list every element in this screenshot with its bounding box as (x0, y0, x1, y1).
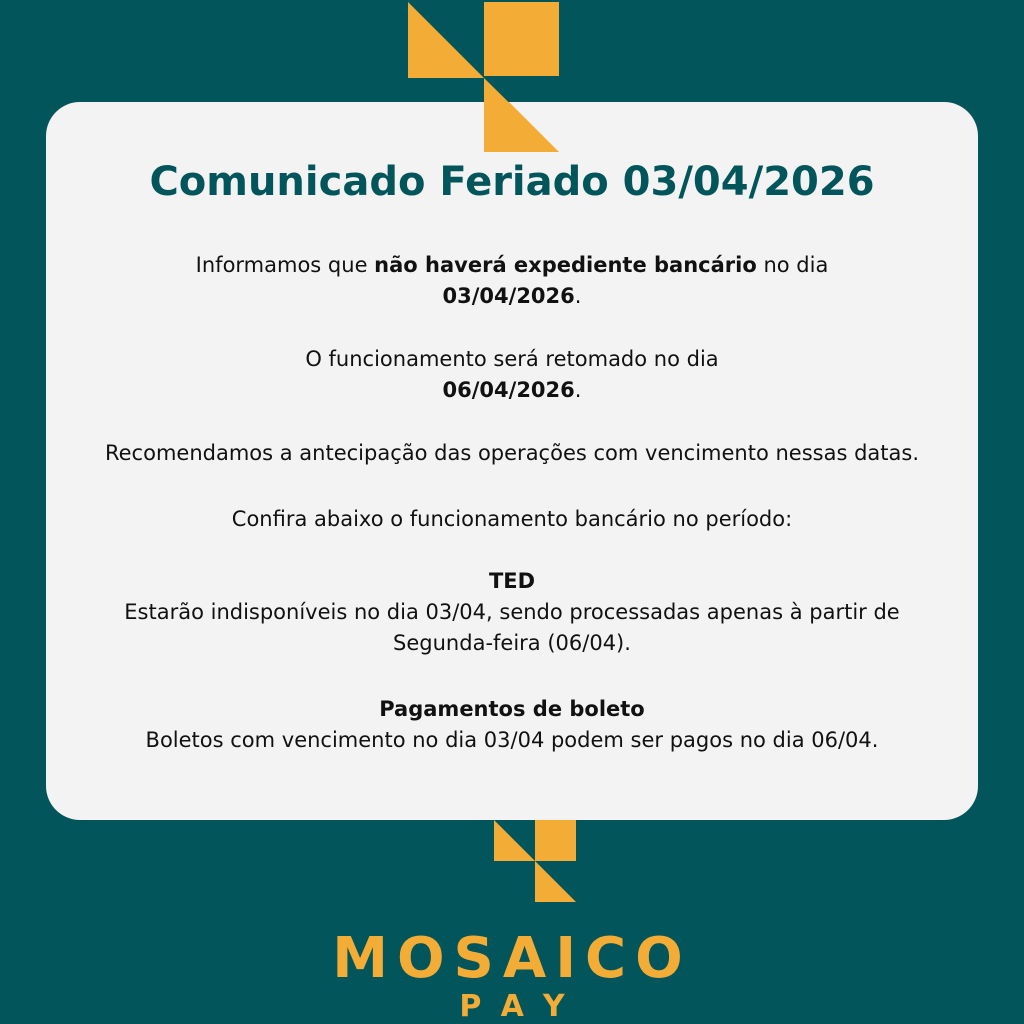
notice-paragraph-resume (46, 344, 978, 406)
notice-paragraph-check-below: Confira abaixo o funcionamento bancário no período: (231, 507, 793, 531)
resume-period: . (574, 378, 582, 402)
notice-paragraph-recommendation: Recomendamos a antecipação das operações com vencimento nessas datas. (104, 441, 920, 465)
boleto-heading: Pagamentos de boleto (379, 697, 645, 721)
closure-highlight: não haverá expediente bancário (374, 253, 757, 277)
closure-text-start: Informamos que (195, 253, 375, 277)
ted-text-line1: Estarão indisponíveis no dia 03/04, sendo processadas apenas à partir de (124, 600, 900, 624)
resume-text: O funcionamento será retomado no dia (305, 347, 719, 371)
boleto-section (46, 694, 978, 756)
closure-date: 03/04/2026 (442, 284, 575, 308)
brand-name: MOSAICO (332, 926, 692, 991)
closure-period: . (574, 284, 582, 308)
brand-subtitle: PAY (459, 989, 587, 1024)
page-title: Comunicado Feriado 03/04/2026 (149, 159, 875, 205)
mosaic-logo-icon (494, 820, 576, 902)
ted-heading: TED (488, 569, 536, 593)
resume-date: 06/04/2026 (442, 378, 575, 402)
notice-paragraph-closure (46, 250, 978, 312)
ted-section (46, 566, 978, 659)
closure-text-end: no dia (756, 253, 829, 277)
ted-text-line2: Segunda-feira (06/04). (393, 631, 631, 655)
notice-card (46, 102, 978, 820)
boleto-text: Boletos com vencimento no dia 03/04 podem ser pagos no dia 06/04. (145, 728, 879, 752)
